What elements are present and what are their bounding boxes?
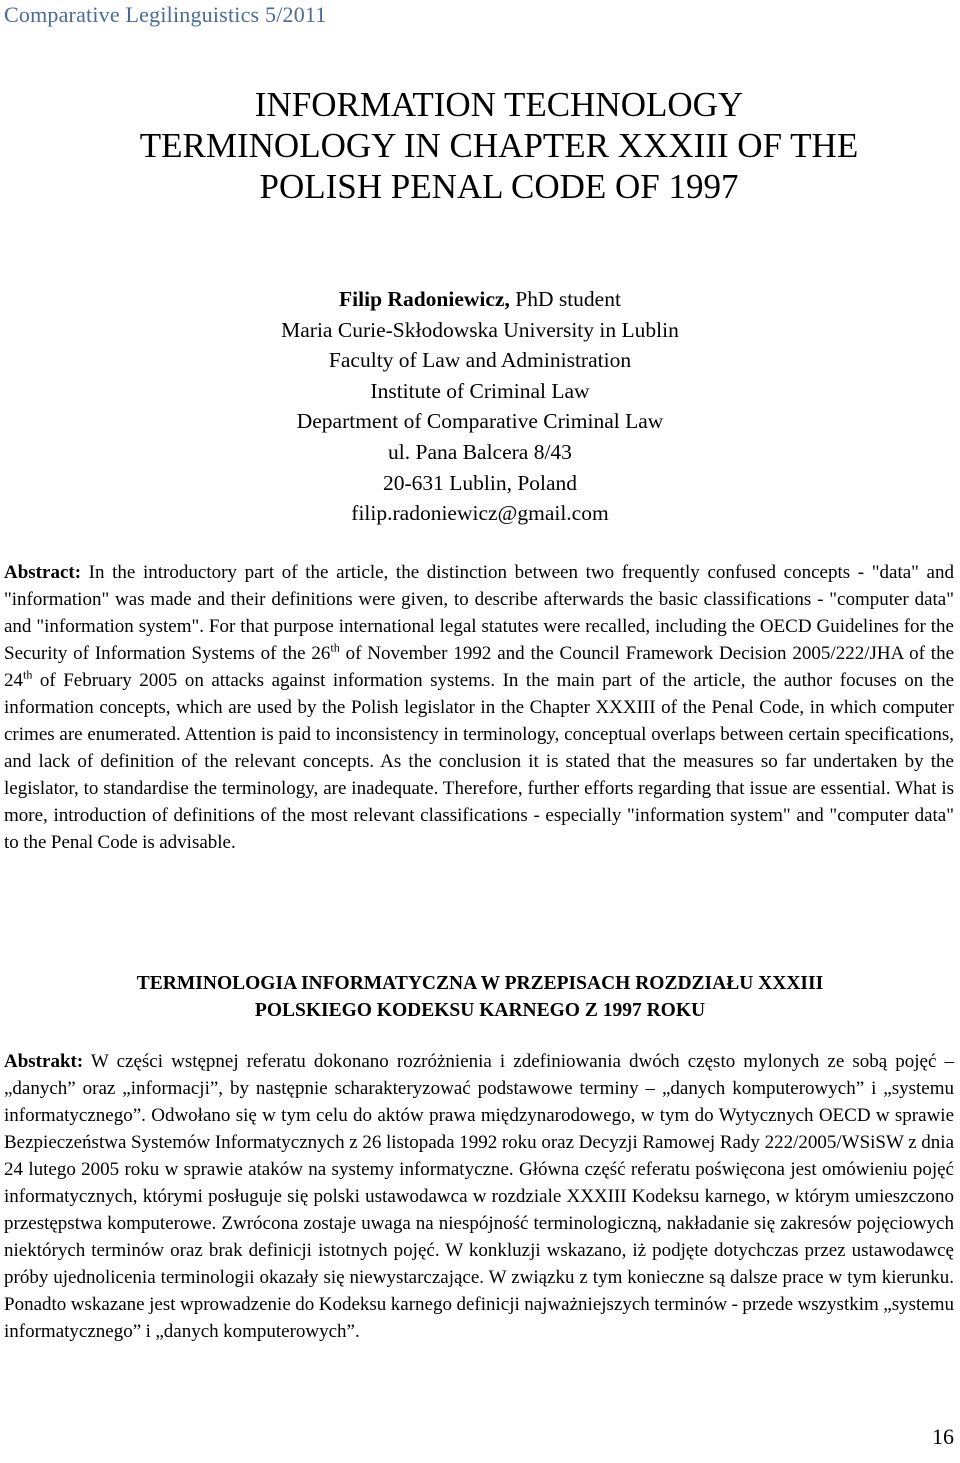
abstract-text-part-2: of November 1992 and the Council Framework Decision 2005/222/JHA of the 24 bbox=[4, 643, 955, 691]
page-number: 16 bbox=[932, 1424, 954, 1449]
address-street: ul. Pana Balcera 8/43 bbox=[388, 439, 572, 464]
author-line bbox=[0, 284, 960, 315]
title-line-1: INFORMATION TECHNOLOGY bbox=[254, 85, 744, 124]
abstract-text-part-1: In the introductory part of the article, the distinction between two frequently confused concepts - "data" and "information" was made and their definitions were given, to describe afterwards the basic classifications - "computer data" and "information system". For that purpose international legal statutes were recalled, including the OECD Guidelines for the Security of Information Systems of the 26 bbox=[4, 562, 954, 664]
title-line-2: TERMINOLOGY IN CHAPTER XXXIII OF THE bbox=[139, 126, 859, 165]
running-header: Comparative Legilinguistics 5/2011 bbox=[4, 2, 327, 27]
abstrakt-label: Abstrakt: bbox=[4, 1051, 84, 1072]
ordinal-suffix: th bbox=[23, 667, 33, 682]
affiliation-department: Department of Comparative Criminal Law bbox=[296, 409, 664, 434]
author-email: filip.radoniewicz@gmail.com bbox=[351, 501, 609, 526]
address-city: 20-631 Lublin, Poland bbox=[382, 470, 578, 495]
affiliation-faculty: Faculty of Law and Administration bbox=[328, 348, 632, 373]
abstract-text-part-3: of February 2005 on attacks against information systems. In the main part of the article, the author focuses on the information concepts, which are used by the Polish legislator in the Chapter XXXIII of the Penal Code, in which computer crimes are enumerated. Attention is paid to inconsistency in terminology, conceptual overlaps between certain specifications, and lack of definition of the relevant concepts. As the conclusion it is stated that the measures so far undertaken by the legislator, to standardise the terminology, are inadequate. Therefore, further efforts regarding that issue are essential. What is more, introduction of definitions of the most relevant classifications - especially "information system" and "computer data" to the Penal Code is advisable. bbox=[4, 670, 954, 853]
affiliation-institute: Institute of Criminal Law bbox=[370, 378, 590, 403]
affiliation-university: Maria Curie-Skłodowska University in Lublin bbox=[281, 317, 679, 342]
polish-title bbox=[0, 970, 960, 1024]
title-line-3: POLISH PENAL CODE OF 1997 bbox=[259, 167, 739, 206]
polish-title-line-1: TERMINOLOGIA INFORMATYCZNA W PRZEPISACH ROZDZIAŁU XXXIII bbox=[136, 973, 824, 994]
article-title bbox=[0, 84, 960, 207]
abstract-polish bbox=[4, 1048, 954, 1345]
abstrakt-text: W części wstępnej referatu dokonano rozróżnienia i zdefiniowania dwóch często mylonych ze sobą pojęć – „danych” oraz „informacji”, by następnie scharakteryzować podstawowe terminy – „danych komputerowych” i „systemu informatycznego”. Odwołano się w tym celu do aktów prawa międzynarodowego, w tym do Wytycznych OECD w sprawie Bezpieczeństwa Systemów Informatycznych z 26 listopada 1992 roku oraz Decyzji Ramowej Rady 222/2005/WSiSW z dnia 24 lutego 2005 roku w sprawie ataków na systemy informatyczne. Główna część referatu poświęcona jest omówieniu pojęć informatycznych, którymi posługuje się polski ustawodawca w rozdziale XXXIII Kodeksu karnego, w którym umieszczono przestępstwa komputerowe. Zwrócona zostaje uwaga na niespójność terminologiczną, nakładanie się zakresów pojęciowych niektórych terminów oraz brak definicji istotnych pojęć. W konkluzji wskazano, iż podjęte dotychczas przez ustawodawcę próby ujednolicenia terminologii okazały się niewystarczające. W związku z tym konieczne są dalsze prace w tym kierunku. Ponadto wskazane jest wprowadzenie do Kodeksu karnego definicji najważniejszych terminów - przede wszystkim „systemu informatycznego” i „danych komputerowych”. bbox=[4, 1051, 954, 1342]
abstract-label: Abstract: bbox=[4, 562, 82, 583]
author-block bbox=[0, 284, 960, 529]
author-status: PhD student bbox=[509, 287, 621, 311]
polish-title-line-2: POLSKIEGO KODEKSU KARNEGO Z 1997 ROKU bbox=[254, 1000, 706, 1021]
author-name: Filip Radoniewicz, bbox=[339, 287, 510, 311]
ordinal-suffix: th bbox=[330, 640, 340, 655]
abstract-english bbox=[4, 559, 954, 856]
